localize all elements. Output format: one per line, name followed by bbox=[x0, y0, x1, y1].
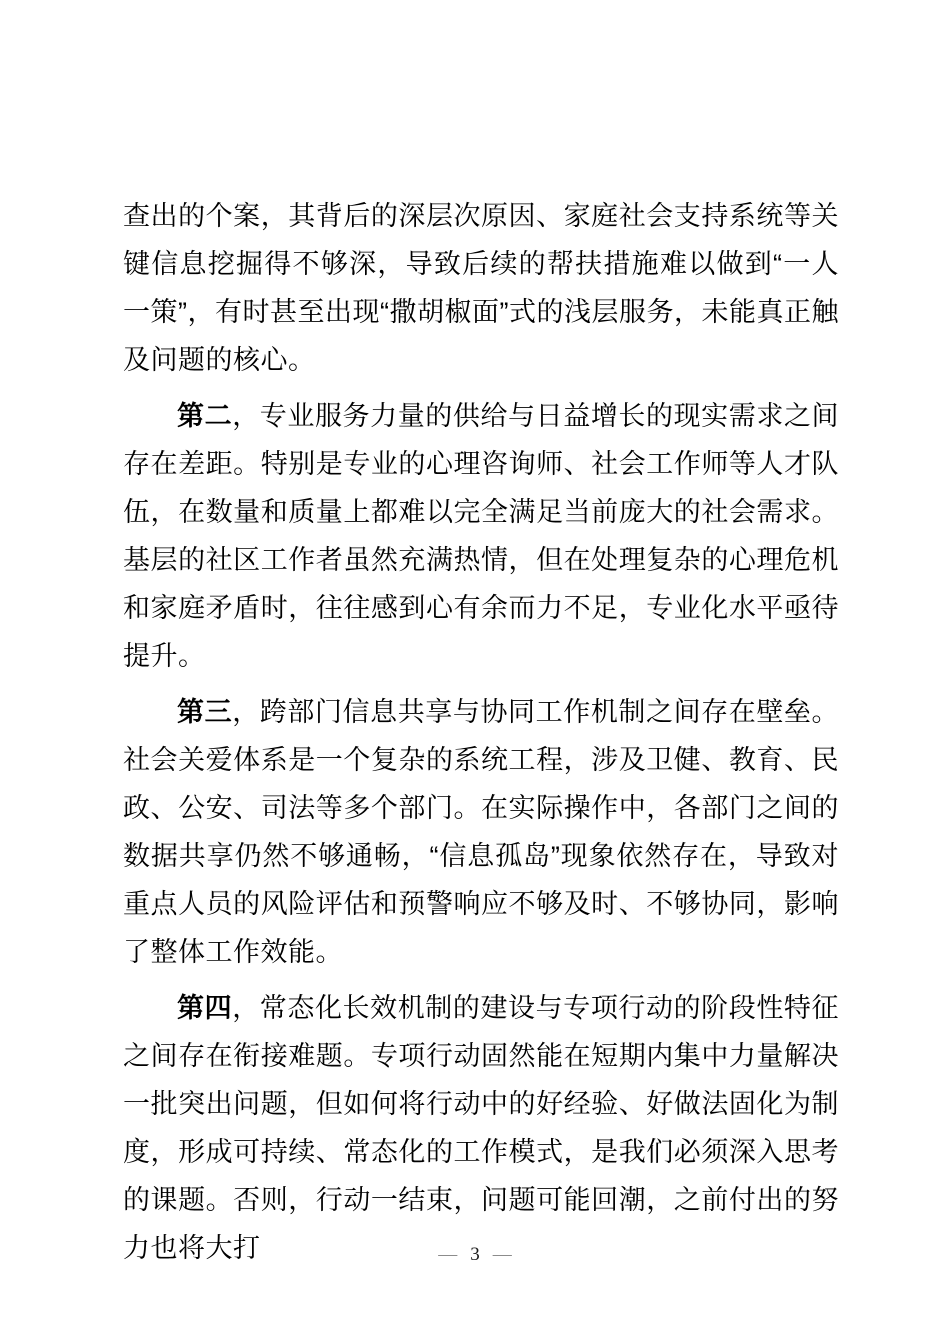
footer-dash-right: — bbox=[492, 1244, 512, 1265]
paragraph-lead: 第二 bbox=[177, 401, 233, 431]
paragraph bbox=[123, 984, 839, 1272]
paragraph bbox=[123, 192, 839, 384]
footer-dash-left: — bbox=[438, 1244, 458, 1265]
paragraph-lead: 第四 bbox=[177, 993, 233, 1023]
page-number: 3 bbox=[470, 1244, 480, 1265]
paragraph-text: ，常态化长效机制的建设与专项行动的阶段性特征之间存在衔接难题。专项行动固然能在短期内集中力量解决一批突出问题，但如何将行动中的好经验、好做法固化为制度，形成可持续、常态化的工作模式，是我们必须深入思考的课题。否则，行动一结束，问题可能回潮，之前付出的努力也将大打 bbox=[123, 993, 840, 1263]
paragraph-lead: 第三 bbox=[177, 697, 233, 727]
page-footer bbox=[0, 1241, 950, 1269]
paragraph-text: ，专业服务力量的供给与日益增长的现实需求之间存在差距。特别是专业的心理咨询师、社会工作师等人才队伍，在数量和质量上都难以完全满足当前庞大的社会需求。基层的社区工作者虽然充满热情，但在处理复杂的心理危机和家庭矛盾时，往往感到心有余而力不足，专业化水平亟待提升。 bbox=[123, 401, 840, 671]
paragraph-text: ，跨部门信息共享与协同工作机制之间存在壁垒。社会关爱体系是一个复杂的系统工程，涉及卫健、教育、民政、公安、司法等多个部门。在实际操作中，各部门之间的数据共享仍然不够通畅，“信息孤岛”现象依然存在，导致对重点人员的风险评估和预警响应不够及时、不够协同，影响了整体工作效能。 bbox=[123, 697, 840, 967]
paragraph bbox=[123, 392, 839, 680]
paragraph-text: 查出的个案，其背后的深层次原因、家庭社会支持系统等关键信息挖掘得不够深，导致后续的帮扶措施难以做到“一人一策”，有时甚至出现“撒胡椒面”式的浅层服务，未能真正触及问题的核心。 bbox=[123, 201, 839, 375]
paragraph bbox=[123, 688, 839, 976]
document-body bbox=[123, 192, 839, 1280]
